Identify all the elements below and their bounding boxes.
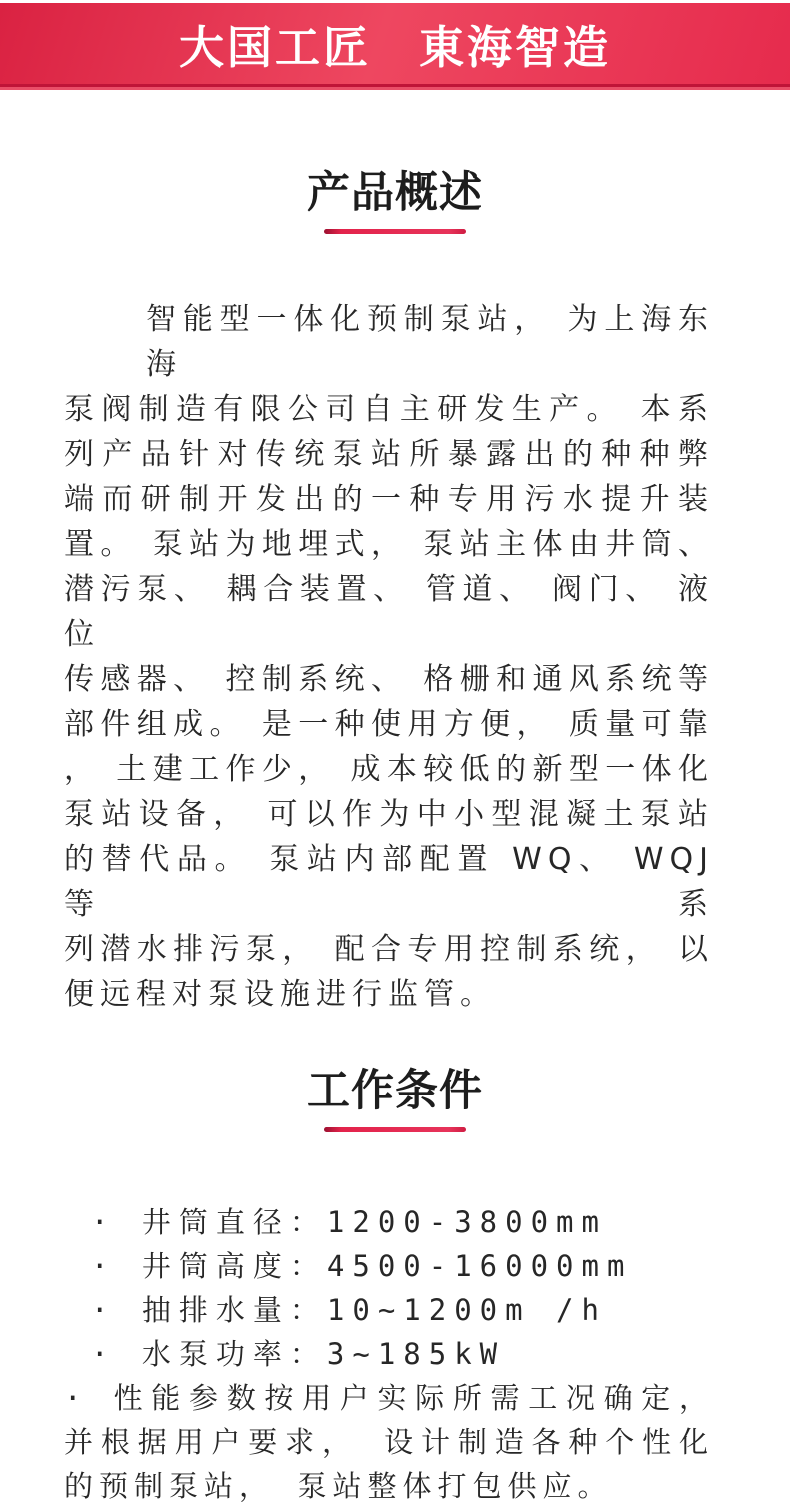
spec-line: 并根据用户要求， 设计制造各种个性化 [64,1425,714,1459]
overview-title: 产品概述 [307,168,483,218]
conditions-list [64,1200,714,1508]
section-overview [0,168,790,1017]
paragraph-line: 的替代品。 泵站内部配置 WQ、 WQJ等系 [64,842,714,922]
paragraph-line: ， 土建工作少， 成本较低的新型一体化 [64,752,714,787]
banner-title: 大国工匠 東海智造 [178,21,611,74]
spec-line: · 井筒高度：4500-16000mm [91,1249,633,1283]
paragraph-line: 传感器、 控制系统、 格栅和通风系统等 [64,662,714,697]
paragraph-line: 泵站设备， 可以作为中小型混凝土泵站 [64,797,714,832]
spec-line: · 抽排水量：10~1200m /h [91,1293,607,1327]
paragraph-line: 部件组成。 是一种使用方便， 质量可靠 [64,707,714,742]
paragraph-line: 便远程对泵设施进行监管。 [64,977,496,1012]
spec-line: 的预制泵站， 泵站整体打包供应。 [64,1469,613,1503]
paragraph-line: 智能型一体化预制泵站， 为上海东海 [146,302,714,382]
section-conditions [0,1066,790,1508]
overview-paragraph [64,297,714,1017]
banner [0,3,790,87]
paragraph-line: 置。 泵站为地埋式， 泵站主体由井筒、 [64,527,714,562]
overview-title-underline [324,229,466,234]
spec-line: · 水泵功率：3~185kW [91,1337,506,1371]
paragraph-line: 潜污泵、 耦合装置、 管道、 阀门、 液位 [64,572,714,652]
spec-line: · 井筒直径：1200-3800mm [91,1205,607,1239]
paragraph-line: 端而研制开发出的一种专用污水提升装 [64,482,714,517]
paragraph-line: 列潜水排污泵， 配合专用控制系统， 以 [64,932,714,967]
conditions-title-underline [324,1127,466,1132]
paragraph-line: 泵阀制造有限公司自主研发生产。 本系 [64,392,714,427]
page [0,3,790,1508]
paragraph-line: 列产品针对传统泵站所暴露出的种种弊 [64,437,714,472]
spec-line: · 性能参数按用户实际所需工况确定， [64,1381,714,1415]
conditions-title: 工作条件 [307,1066,483,1116]
